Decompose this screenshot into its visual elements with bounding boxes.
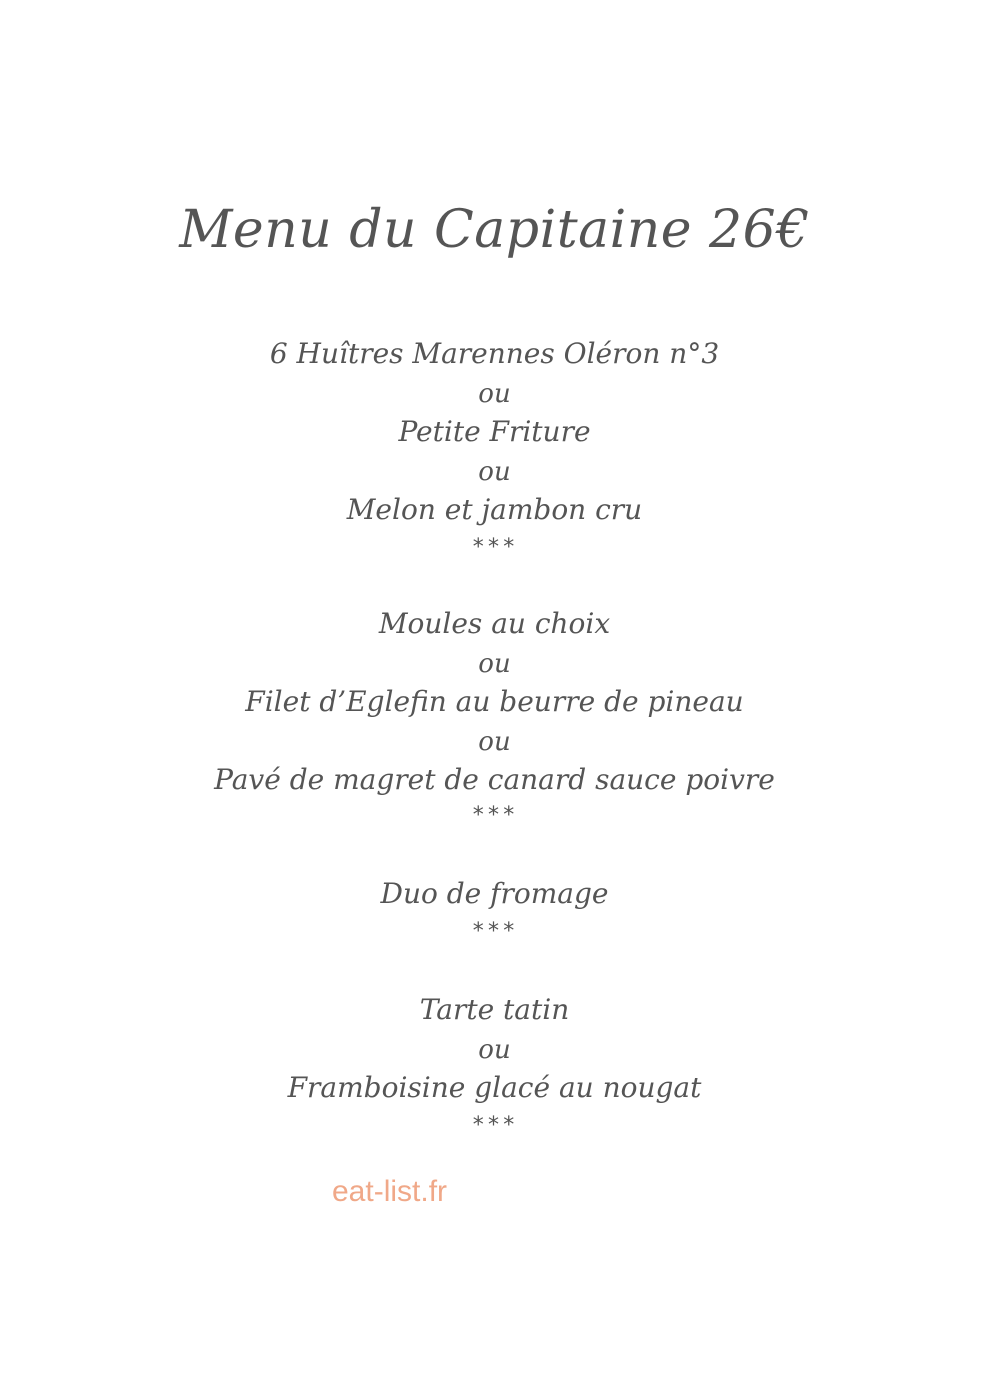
plat-item-magret: Pavé de magret de canard sauce poivre xyxy=(214,763,775,796)
plat-or-2: ou xyxy=(478,727,511,757)
plat-item-moules: Moules au choix xyxy=(378,607,611,640)
plat-separator: *** xyxy=(471,803,518,828)
entree-or-1: ou xyxy=(478,379,511,409)
entree-separator: *** xyxy=(471,535,518,560)
plat-item-eglefin: Filet d’Eglefin au beurre de pineau xyxy=(245,685,744,718)
entree-or-2: ou xyxy=(478,457,511,487)
entree-item-oysters: 6 Huîtres Marennes Oléron n°3 xyxy=(269,337,720,370)
fromage-item-duo: Duo de fromage xyxy=(380,877,609,910)
dessert-separator: *** xyxy=(471,1113,518,1138)
entree-item-melon: Melon et jambon cru xyxy=(346,493,643,526)
dessert-or-1: ou xyxy=(478,1035,511,1065)
plat-or-1: ou xyxy=(478,649,511,679)
menu-title: Menu du Capitaine 26€ xyxy=(179,200,810,260)
fromage-separator: *** xyxy=(471,919,518,944)
dessert-item-framboisine: Framboisine glacé au nougat xyxy=(287,1071,702,1104)
entree-item-friture: Petite Friture xyxy=(398,415,591,448)
watermark-text: eat-list.fr xyxy=(332,1175,448,1208)
dessert-item-tarte: Tarte tatin xyxy=(419,993,570,1026)
